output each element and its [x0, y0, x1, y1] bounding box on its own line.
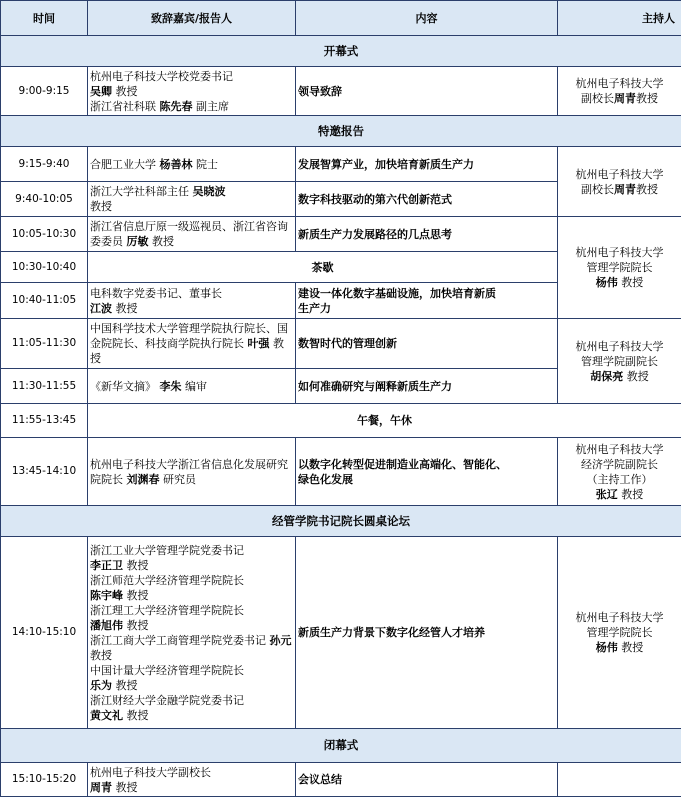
guest-cell — [88, 369, 296, 404]
header-time: 时间 — [1, 1, 88, 36]
host-name: 周青 — [614, 182, 636, 196]
host-title: 副校长 — [581, 182, 614, 196]
content-cell: 数字科技驱动的第六代创新范式 — [296, 182, 558, 217]
guest-rank: 教授 — [123, 708, 149, 722]
host-name: 杨伟 — [595, 276, 618, 289]
host-cell — [558, 217, 681, 319]
host-name: 杨伟 — [595, 641, 618, 654]
host-org: 杭州电子科技大学 — [575, 77, 664, 90]
table-row — [1, 217, 681, 252]
section-row — [1, 729, 681, 763]
table-row — [1, 438, 681, 506]
guest-rank: 教授 — [123, 588, 149, 602]
host-org: 杭州电子科技大学 — [575, 246, 664, 259]
guest-rank: 教授 — [90, 648, 112, 662]
guest-cell — [88, 283, 296, 319]
guest-name: 陈宇峰 — [90, 588, 123, 602]
time-cell: 13:45-14:10 — [1, 438, 88, 506]
time-cell: 14:10-15:10 — [1, 537, 88, 729]
guest-rank: 教授 — [148, 235, 174, 248]
host-title: 经济学院副院长 — [581, 457, 658, 471]
host-rank: 教授 — [617, 641, 644, 654]
table-row — [1, 537, 681, 729]
guest-name: 乐为 — [90, 678, 112, 692]
host-title: 管理学院副院长 — [581, 354, 658, 368]
guest-cell — [88, 67, 296, 116]
guest-title: 杭州电子科技大学校党委书记 — [90, 69, 233, 83]
header-content: 内容 — [296, 1, 558, 36]
time-cell: 9:40-10:05 — [1, 182, 88, 217]
guest-name: 叶强 — [247, 337, 270, 350]
guest-rank: 教授 — [112, 301, 138, 315]
guest-name: 陈先春 — [159, 99, 193, 113]
content-cell: 新质生产力背景下数字化经管人才培养 — [296, 537, 558, 729]
host-title: 管理学院院长 — [586, 261, 653, 274]
table-row — [1, 319, 681, 369]
host-cell — [558, 537, 681, 729]
host-name: 胡保亮 — [590, 369, 624, 383]
time-cell: 15:10-15:20 — [1, 763, 88, 797]
guest-title: 浙江财经大学金融学院党委书记 — [90, 693, 244, 707]
content-cell: 以数字化转型促进制造业高端化、智能化、绿色化发展 — [296, 438, 558, 506]
guest-name: 厉敏 — [126, 235, 149, 248]
host-cell — [558, 147, 681, 217]
guest-rank: 教授 — [112, 678, 138, 692]
host-rank: 教授 — [636, 182, 658, 196]
time-cell: 9:15-9:40 — [1, 147, 88, 182]
table-row — [1, 147, 681, 182]
guest-cell — [88, 763, 296, 797]
guest-title: 杭州电子科技大学副校长 — [90, 765, 211, 779]
guest-rank: 副主席 — [192, 99, 229, 113]
guest-title: 浙江大学社科部主任 — [90, 185, 193, 198]
section-roundtable: 经管学院书记院长圆桌论坛 — [1, 506, 681, 537]
guest-cell — [88, 319, 296, 369]
guest-name: 杨善林 — [159, 157, 193, 171]
host-title: 副校长 — [581, 92, 614, 105]
guest-title: 中国计量大学经济管理学院院长 — [90, 663, 244, 677]
time-cell: 11:05-11:30 — [1, 319, 88, 369]
host-org: 杭州电子科技大学 — [575, 167, 664, 181]
header-row — [1, 1, 681, 36]
guest-name: 江波 — [90, 301, 112, 315]
guest-cell — [88, 217, 296, 252]
guest-name: 孙元 — [269, 633, 292, 647]
host-note: （主持工作） — [586, 472, 653, 486]
guest-cell — [88, 147, 296, 182]
content-cell: 建设一体化数字基础设施，加快培育新质生产力 — [296, 283, 558, 319]
time-cell: 9:00-9:15 — [1, 67, 88, 116]
content-cell: 如何准确研究与阐释新质生产力 — [296, 369, 558, 404]
guest-name: 潘旭伟 — [90, 618, 123, 632]
guest-rank: 研究员 — [159, 472, 196, 486]
guest-name: 周青 — [90, 780, 112, 794]
guest-title: 电科数字党委书记、董事长 — [90, 286, 222, 300]
guest-title: 浙江工商大学工商管理学院党委书记 — [90, 633, 270, 647]
host-cell — [558, 438, 681, 506]
content-cell: 会议总结 — [296, 763, 558, 797]
tea-break: 茶歇 — [88, 252, 558, 283]
content-cell: 发展智算产业，加快培育新质生产力 — [296, 147, 558, 182]
guest-title: 浙江省社科联 — [90, 99, 160, 113]
guest-cell — [88, 182, 296, 217]
guest-name: 李朱 — [159, 379, 182, 393]
host-cell — [558, 763, 681, 797]
host-rank: 教授 — [617, 276, 644, 289]
host-cell — [558, 67, 681, 116]
guest-title: 中国科学技术大学管理学院执行院长、国金院院长、科技商学院执行院长 — [90, 322, 288, 350]
table-row — [1, 404, 681, 438]
guest-title: 《新华文摘》 — [90, 379, 160, 393]
guest-rank: 教授 — [112, 84, 138, 98]
section-closing: 闭幕式 — [1, 729, 681, 763]
guest-rank: 教授 — [123, 618, 149, 632]
guest-rank: 教授 — [90, 337, 284, 365]
host-rank: 教授 — [636, 92, 658, 105]
content-cell: 领导致辞 — [296, 67, 558, 116]
guest-title: 合肥工业大学 — [90, 157, 160, 171]
guest-name: 刘渊春 — [126, 472, 160, 486]
guest-title: 浙江省信息厅原一级巡视员、浙江省咨询委委员 — [90, 220, 288, 248]
guest-title: 杭州电子科技大学浙江省信息化发展研究院院长 — [90, 457, 288, 486]
guest-title: 浙江理工大学经济管理学院院长 — [90, 603, 244, 617]
host-rank: 教授 — [623, 369, 649, 383]
host-cell — [558, 319, 681, 404]
guest-rank: 教授 — [90, 200, 112, 213]
header-guest: 致辞嘉宾/报告人 — [88, 1, 296, 36]
host-name: 张辽 — [595, 487, 618, 501]
content-cell: 数智时代的管理创新 — [296, 319, 558, 369]
header-host: 主持人 — [558, 1, 681, 36]
host-org: 杭州电子科技大学 — [575, 339, 664, 353]
lunch-break: 午餐，午休 — [88, 404, 681, 438]
host-rank: 教授 — [617, 487, 644, 501]
section-row — [1, 36, 681, 67]
time-cell: 10:40-11:05 — [1, 283, 88, 319]
section-row — [1, 506, 681, 537]
guest-title: 浙江工业大学管理学院党委书记 — [90, 543, 244, 557]
section-special: 特邀报告 — [1, 116, 681, 147]
time-cell: 10:30-10:40 — [1, 252, 88, 283]
guest-rank: 编审 — [181, 379, 207, 393]
guest-name: 李正卫 — [90, 558, 123, 572]
guest-name: 吴晓波 — [192, 185, 226, 198]
guest-rank: 教授 — [112, 780, 138, 794]
host-title: 管理学院院长 — [586, 626, 653, 639]
guest-name: 黄文礼 — [90, 708, 123, 722]
guest-name: 吴卿 — [90, 84, 112, 98]
guest-cell — [88, 438, 296, 506]
guest-rank: 教授 — [123, 558, 149, 572]
time-cell: 11:30-11:55 — [1, 369, 88, 404]
host-name: 周青 — [614, 92, 636, 105]
guest-cell — [88, 537, 296, 729]
host-org: 杭州电子科技大学 — [575, 442, 664, 456]
content-cell: 新质生产力发展路径的几点思考 — [296, 217, 558, 252]
table-row — [1, 67, 681, 116]
host-org: 杭州电子科技大学 — [575, 611, 664, 624]
table-row — [1, 763, 681, 797]
time-cell: 11:55-13:45 — [1, 404, 88, 438]
guest-title: 浙江师范大学经济管理学院院长 — [90, 573, 244, 587]
time-cell: 10:05-10:30 — [1, 217, 88, 252]
section-opening: 开幕式 — [1, 36, 681, 67]
section-row — [1, 116, 681, 147]
guest-rank: 院士 — [192, 157, 218, 171]
